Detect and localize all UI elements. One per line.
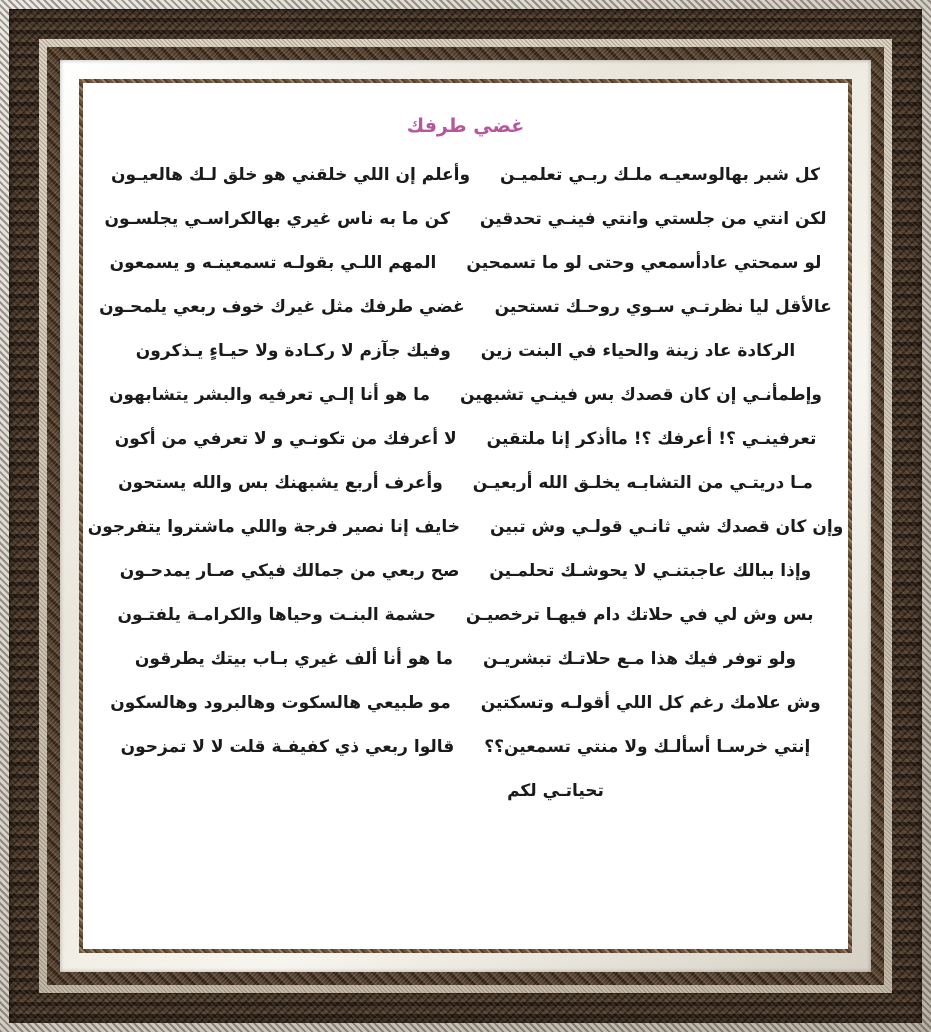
poem-line [87,515,844,539]
hemistich-first: عالأقل ليا نظرتـي سـوي روحـك تستحين [494,297,832,317]
poem-line [101,603,830,627]
frame-beaded-inner-line [79,79,852,953]
hemistich-first: وش علامك رغم كل اللي أقولـه وتسكتين [480,693,821,713]
hemistich-second: غضي طرفك مثل غيرك خوف ربعي يلمحـون [99,297,465,317]
poem-line [101,207,830,231]
hemistich-first: كل شبر بهالوسعيـه ملـك ربـي تعلميـن [500,165,820,185]
hemistich-first: بس وش لي في حلاتك دام فيهـا ترخصيـن [465,605,814,625]
hemistich-second: ما هو أنا إلـي تعرفيه والبشر يتشابهون [109,385,430,405]
hemistich-second: وفيك جآزم لا ركـادة ولا حيـاءٍ يـذكرون [135,341,451,361]
poem-line [101,251,830,275]
hemistich-second: كن ما به ناس غيري بهالكراسـي يجلسـون [104,209,450,229]
frame-carved-wood-band [9,9,922,1023]
hemistich-first: لو سمحتي عادأسمعي وحتى لو ما تسمحين [466,253,822,273]
poem-line [101,647,830,671]
hemistich-second: ما هو أنا ألف غيري بـاب بيتك يطرقون [134,649,454,669]
poem-closing: تحياتـي لكم [507,781,604,801]
hemistich-second: حشمة البنـت وحياها والكرامـة يلفتـون [117,605,436,625]
hemistich-first: وإذا ببالك عاجبتنـي لا يحوشـك تحلمـين [489,561,812,581]
hemistich-first: وإطمأنـي إن كان قصدك بس فينـي تشبهين [459,385,822,405]
hemistich-second: وأعرف أربع يشبهنك بس والله يستحون [118,473,443,493]
hemistich-first: وإن كان قصدك شي ثانـي قولـي وش تبين [490,517,844,537]
poem-line [101,559,830,583]
hemistich-first: تعرفينـي ؟! أعرفك ؟! ماأذكر إنا ملتقين [486,429,817,449]
hemistich-second: المهم اللـي بقولـه تسمعينـه و يسمعون [109,253,437,273]
hemistich-second: مو طبيعي هالسكوت وهالبرود وهالسكون [110,693,451,713]
poem-line [101,427,830,451]
poem-body [87,163,844,759]
hemistich-second: قالوا ربعي ذي كفيفـة قلت لا لا تمزحون [120,737,455,757]
frame-light-liner-band [39,39,892,993]
poem-line [101,383,830,407]
poem-line [101,735,830,759]
poem-mat-area [83,83,848,949]
hemistich-second: وأعلم إن اللي خلقني هو خلق لـك هالعيـون [111,165,471,185]
hemistich-first: إنتي خرسـا أسألـك ولا منتي تسمعين؟؟ [484,737,811,757]
hemistich-first: الركادة عاد زينة والحياء في البنت زين [480,341,796,361]
hemistich-second: لا أعرفك من تكونـي و لا تعرفي من أكون [114,429,457,449]
poem-line [101,163,830,187]
hemistich-second: خايف إنا نصير فرجة واللي ماشتروا يتفرجون [87,517,461,537]
poem-line [101,471,830,495]
hemistich-second: صح ربعي من جمالك فيكي صـار يمدحـون [119,561,460,581]
poem-title: غضي طرفك [406,115,525,137]
hemistich-first: مـا دريتـي من التشابـه يخلـق الله أربعيـن [472,473,813,493]
poem-line [101,339,830,363]
hemistich-first: ولو توفر فيك هذا مـع حلاتـك تبشريـن [483,649,797,669]
frame-silver-cove-band [60,60,871,972]
frame-inner-carved-band [47,47,884,985]
poem-line [101,295,830,319]
hemistich-first: لكن انتي من جلستي وانتي فينـي تحدقين [479,209,827,229]
poem-line [101,691,830,715]
